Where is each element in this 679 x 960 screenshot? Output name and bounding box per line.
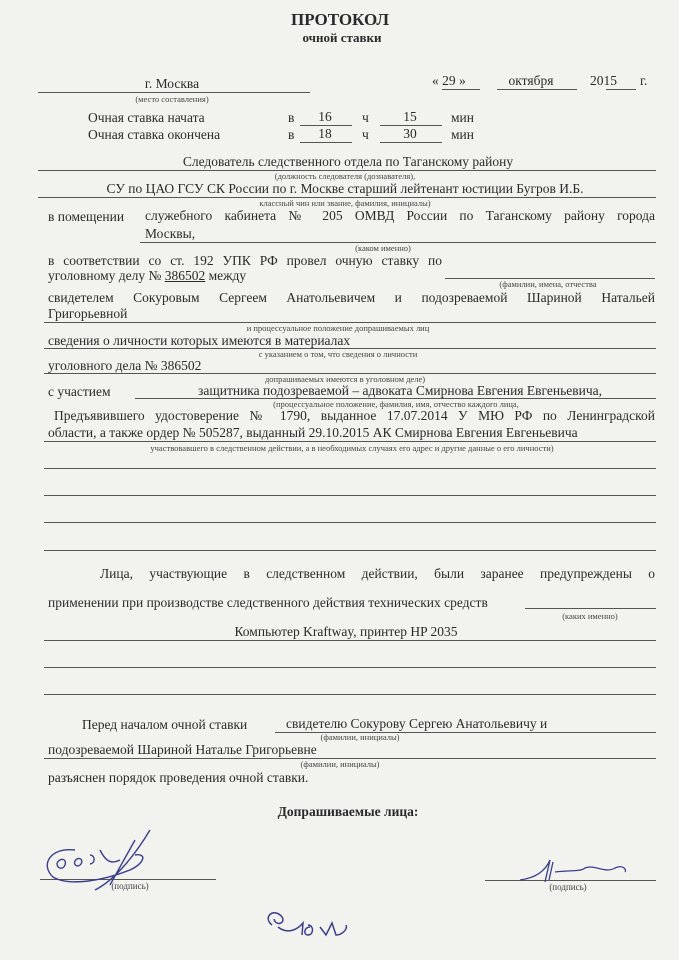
start-hour: 16 (318, 109, 332, 124)
start-label: Очная ставка начата (88, 110, 205, 125)
basis-prefix: уголовному делу № (48, 268, 165, 283)
end-hour-line (300, 142, 352, 143)
basis-caption: (фамилии, имена, отчества (499, 279, 597, 289)
document-subtitle: очной ставки (302, 30, 382, 45)
participation-label: с участием (48, 384, 111, 399)
technical-value: Компьютер Kraftway, принтер HP 2035 (234, 624, 458, 639)
participation-line2: Предъявившего удостоверение № 1790, выданное 17.07.2014 У МЮ РФ по Ленинградской (54, 408, 655, 423)
technical-line1: Лица, участвующие в следственном действии, были заранее предупреждены о (100, 566, 655, 581)
parties-line1: свидетелем Сокуровым Сергеем Анатольевичем и подозреваемой Шариной Натальей (48, 290, 655, 305)
basis-line1: в соответствии со ст. 192 УПК РФ провел очную ставку по (48, 253, 442, 268)
end-minute: 30 (403, 126, 417, 141)
premises-caption: (каком именно) (355, 243, 411, 253)
participation-line3: области, а также ордер № 505287, выданный 29.10.2015 АК Смирнова Евгения Евгеньевича (48, 425, 578, 440)
premises-line2: Москвы, (145, 226, 196, 241)
investigator-caption2: классный чин или звание, фамилия, инициалы) (259, 198, 431, 208)
signatures-heading: Допрашиваемые лица: (277, 804, 419, 819)
investigator-caption1: (должность следователя (дознавателя), (274, 171, 416, 181)
date-year: 2015 (590, 73, 617, 88)
end-minute-line (380, 142, 442, 143)
participation-caption2: участвовавшего в следственном действии, а в необходимых случаях его адрес и другие данные о его личности) (150, 443, 554, 453)
participation-caption1: (процессуальное положение, фамилия, имя, отчество каждого лица, (273, 399, 519, 409)
technical-rule (525, 608, 656, 609)
left-signature-caption: (подпись) (111, 881, 149, 891)
premises-label: в помещении (48, 209, 125, 224)
explained-label: Перед началом очной ставки (82, 717, 248, 732)
blank-line (44, 495, 656, 496)
start-minute: 15 (403, 109, 417, 124)
lawyer-signature (258, 905, 358, 945)
investigator-line1: Следователь следственного отдела по Таганскому району (182, 154, 514, 169)
explained-caption2: (фамилии, инициалы) (300, 759, 380, 769)
technical-line2: применении при производстве следственного действия технических средств (48, 595, 488, 610)
case-number: 386502 (164, 268, 206, 283)
date-month-line (497, 89, 577, 90)
participation-rule2 (44, 441, 656, 442)
parties-caption2: с указанием о том, что сведения о личности (258, 349, 418, 359)
start-prep: в (288, 110, 295, 125)
place-caption: (место составления) (135, 94, 209, 104)
explained-line3: разъяснен порядок проведения очной ставки. (48, 770, 309, 785)
parties-caption1: и процессуальное положение допрашиваемых лиц (246, 323, 430, 333)
premises-line1: служебного кабинета № 205 ОМВД России по Таганскому району города (145, 208, 655, 223)
explained-caption1: (фамилии, инициалы) (320, 732, 400, 742)
explained-line2: подозреваемой Шариной Натальe Григорьевне (48, 742, 317, 757)
end-minute-unit: мин (451, 127, 474, 142)
basis-line2 (48, 269, 246, 283)
blank-line (44, 667, 656, 668)
end-hour-unit: ч (362, 127, 369, 142)
start-minute-unit: мин (451, 110, 474, 125)
parties-caption3: допрашиваемых имеются в уголовном деле) (264, 374, 426, 384)
start-hour-unit: ч (362, 110, 369, 125)
right-signature-caption: (подпись) (549, 882, 587, 892)
technical-value-rule (44, 640, 656, 641)
document-title: ПРОТОКОЛ (290, 10, 390, 29)
date-month: октября (508, 73, 554, 88)
blank-line (44, 522, 656, 523)
end-prep: в (288, 127, 295, 142)
suspect-signature (515, 850, 635, 890)
blank-line (44, 694, 656, 695)
technical-caption: (каких именно) (562, 611, 618, 621)
parties-line2: Григорьевной (48, 306, 128, 321)
date-day-line (442, 89, 480, 90)
witness-signature (35, 825, 185, 895)
blank-line (44, 468, 656, 469)
place-value: г. Москва (144, 76, 200, 91)
investigator-line2: СУ по ЦАО ГСУ СК России по г. Москве старший лейтенант юстиции Бугров И.Б. (106, 181, 584, 196)
date-year-suffix: г. (640, 73, 648, 88)
participation-line1: защитника подозреваемой – адвоката Смирнова Евгения Евгеньевича, (198, 383, 602, 398)
end-label: Очная ставка окончена (88, 127, 221, 142)
end-hour: 18 (318, 126, 332, 141)
basis-suffix: между (205, 268, 247, 283)
place-line (38, 92, 310, 93)
date-day: « 29 » (432, 73, 466, 88)
parties-line3: сведения о личности которых имеются в материалах (48, 333, 351, 348)
date-year-line (606, 89, 636, 90)
parties-line4: уголовного дела № 386502 (48, 358, 202, 373)
blank-line (44, 550, 656, 551)
explained-line1: свидетелю Сокурову Сергею Анатольевичу и (286, 716, 548, 731)
